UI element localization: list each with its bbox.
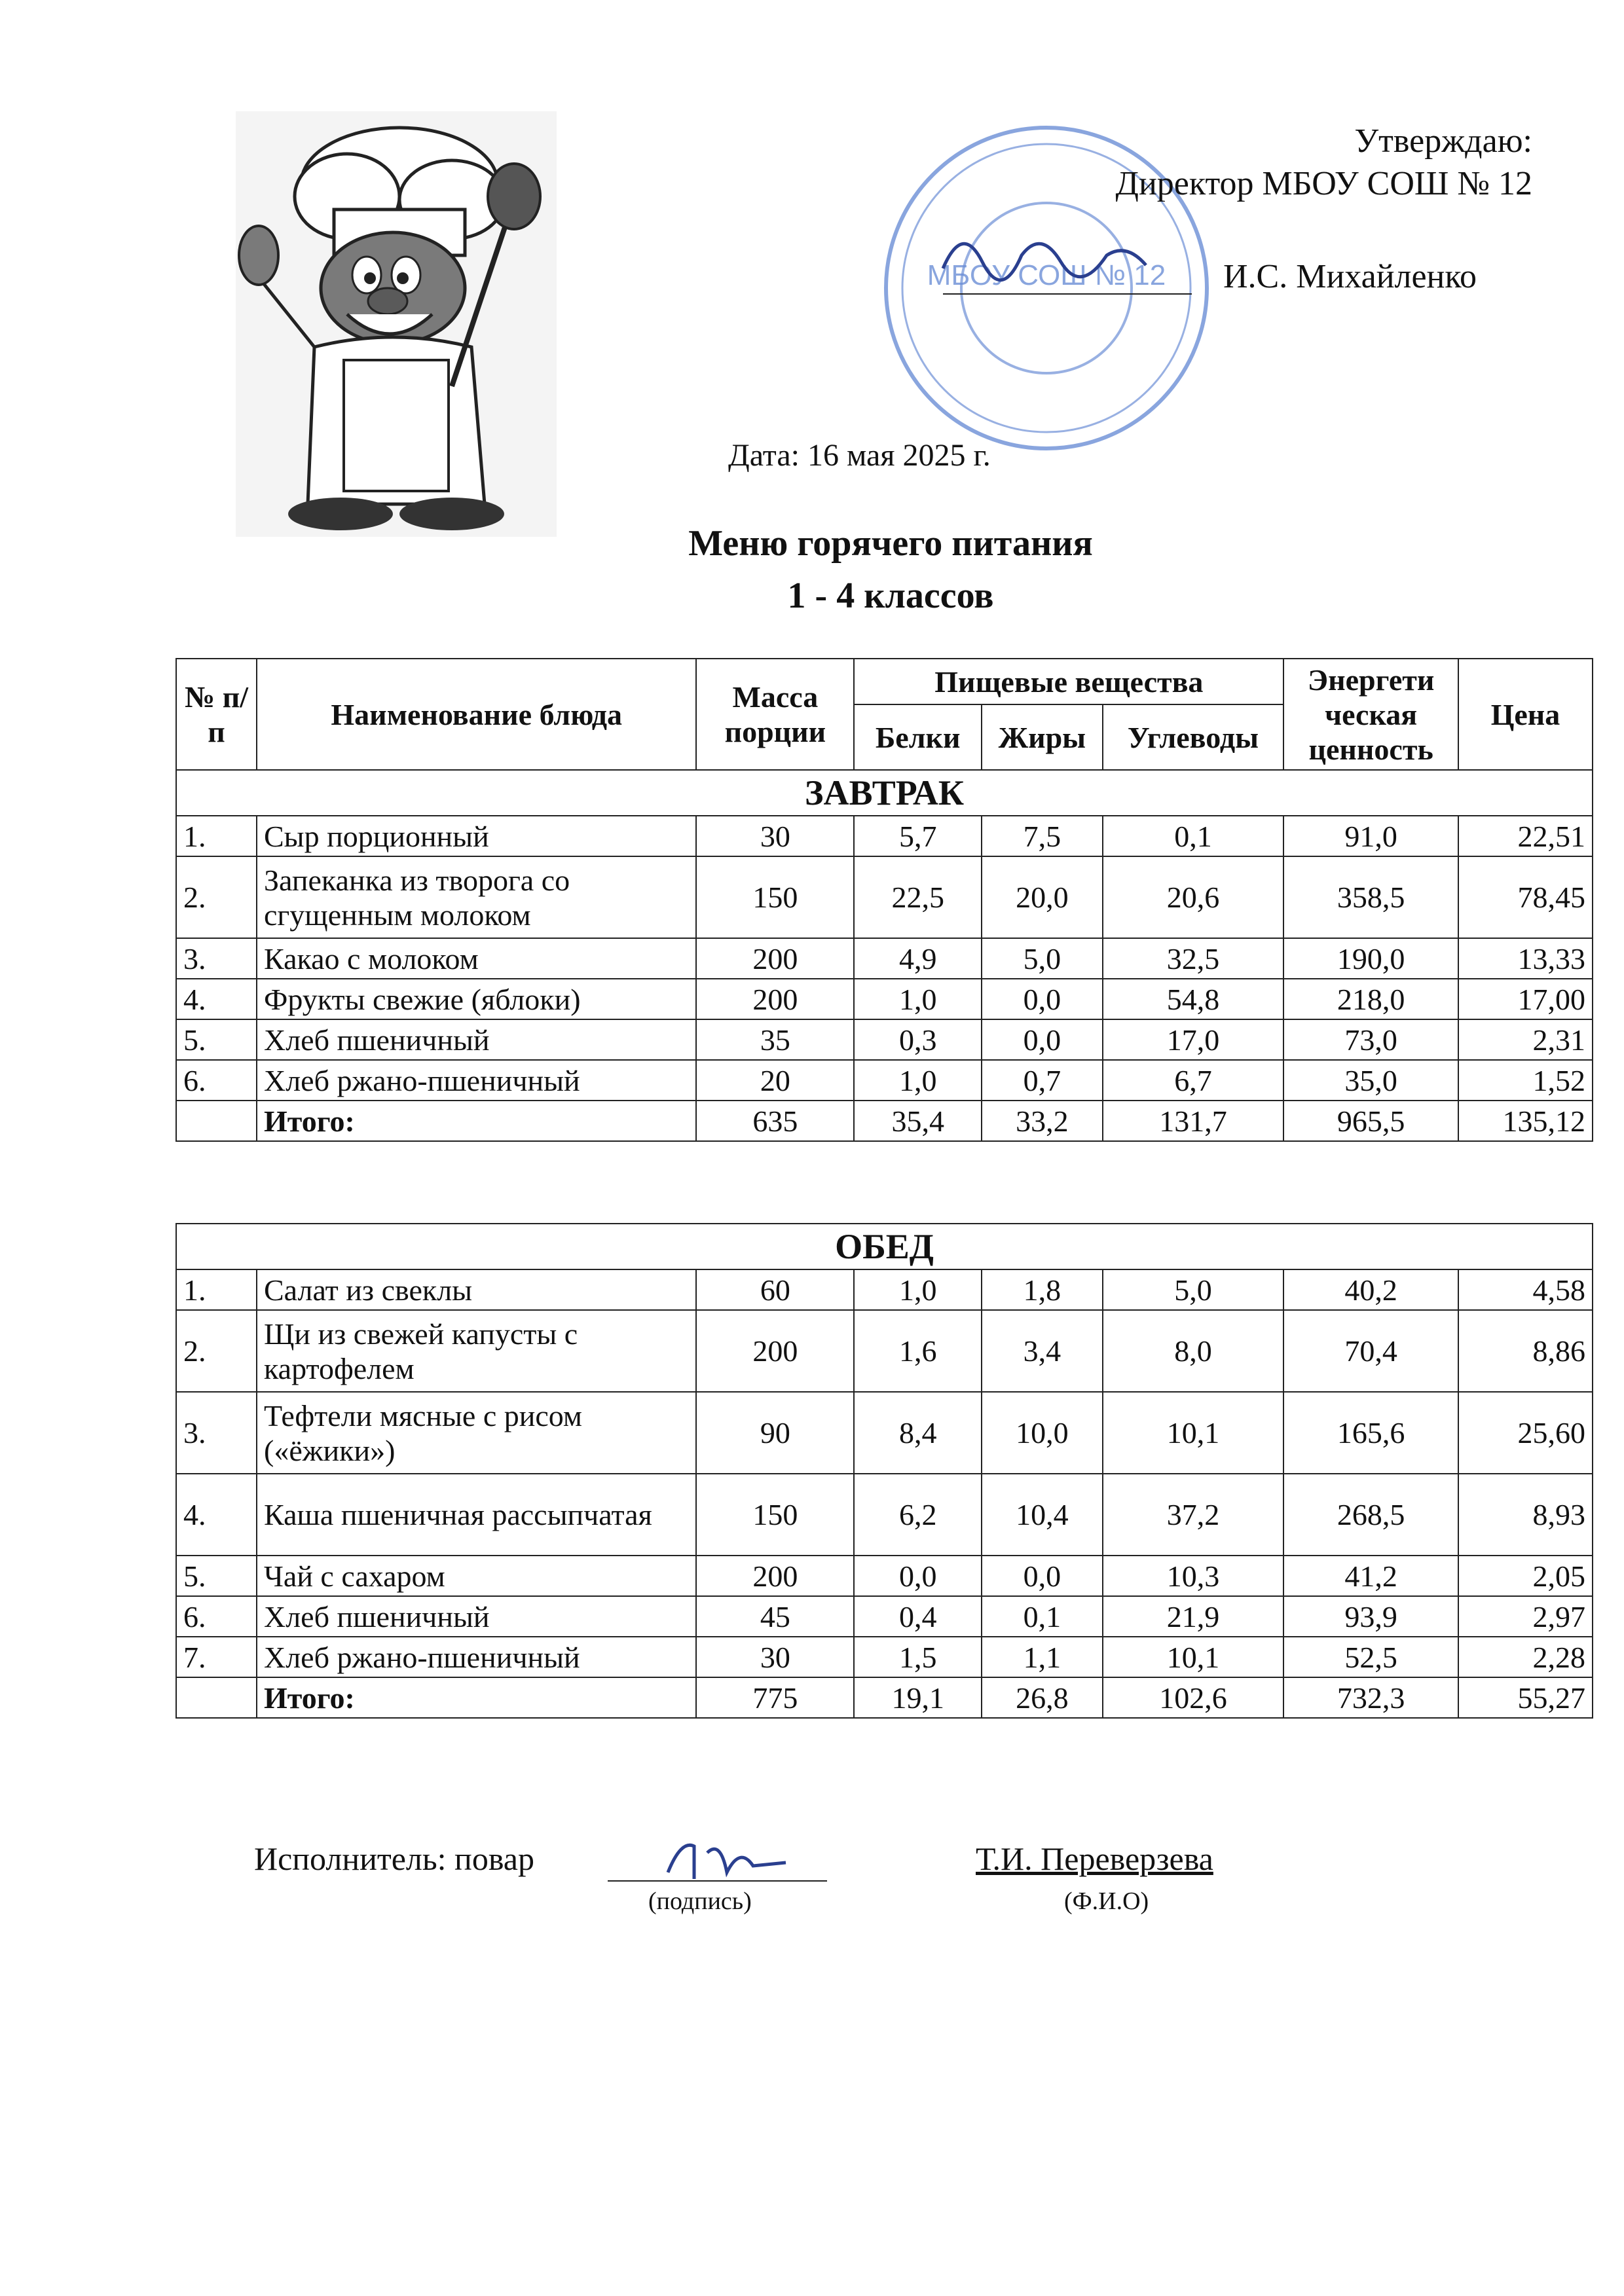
dish-energy: 358,5	[1283, 856, 1458, 938]
dish-mass: 30	[696, 816, 854, 856]
dish-fats: 0,7	[982, 1060, 1103, 1101]
total-energy: 732,3	[1283, 1677, 1458, 1718]
menu-title: Меню горячего питания	[688, 523, 1093, 564]
dish-energy: 268,5	[1283, 1474, 1458, 1556]
dish-price: 22,51	[1458, 816, 1593, 856]
dish-name: Хлеб ржано-пшеничный	[257, 1060, 696, 1101]
total-proteins: 35,4	[854, 1101, 982, 1141]
dish-carbs: 54,8	[1103, 979, 1284, 1019]
dish-carbs: 10,3	[1103, 1556, 1284, 1596]
dish-proteins: 0,3	[854, 1019, 982, 1060]
total-fats: 33,2	[982, 1101, 1103, 1141]
table-row	[176, 1392, 1593, 1474]
table-row	[176, 1060, 1593, 1101]
dish-proteins: 8,4	[854, 1392, 982, 1474]
signature-caption: (подпись)	[648, 1887, 752, 1915]
dish-energy: 35,0	[1283, 1060, 1458, 1101]
dish-mass: 20	[696, 1060, 854, 1101]
dish-mass: 200	[696, 938, 854, 979]
dish-fats: 0,0	[982, 979, 1103, 1019]
menu-date: Дата: 16 мая 2025 г.	[728, 438, 991, 473]
table-row	[176, 816, 1593, 856]
header-mass: Масса порции	[696, 659, 854, 770]
row-number: 6.	[176, 1596, 257, 1637]
stamp-text: МБОУ СОШ № 12	[927, 259, 1166, 291]
dish-mass: 200	[696, 1556, 854, 1596]
table-row	[176, 1556, 1593, 1596]
dish-name: Фрукты свежие (яблоки)	[257, 979, 696, 1019]
dish-proteins: 4,9	[854, 938, 982, 979]
row-number: 6.	[176, 1060, 257, 1101]
table-row	[176, 1269, 1593, 1310]
dish-price: 2,05	[1458, 1556, 1593, 1596]
dish-price: 13,33	[1458, 938, 1593, 979]
total-proteins: 19,1	[854, 1677, 982, 1718]
breakfast-table	[175, 658, 1593, 1142]
dish-energy: 52,5	[1283, 1637, 1458, 1677]
dish-carbs: 10,1	[1103, 1392, 1284, 1474]
director-signature	[936, 216, 1153, 295]
fio-caption: (Ф.И.О)	[1064, 1887, 1149, 1915]
dish-fats: 0,0	[982, 1019, 1103, 1060]
dish-energy: 218,0	[1283, 979, 1458, 1019]
dish-energy: 41,2	[1283, 1556, 1458, 1596]
dish-price: 2,28	[1458, 1637, 1593, 1677]
dish-name: Чай с сахаром	[257, 1556, 696, 1596]
dish-proteins: 6,2	[854, 1474, 982, 1556]
total-mass: 775	[696, 1677, 854, 1718]
header-carbs: Углеводы	[1103, 704, 1284, 770]
dish-fats: 0,0	[982, 1556, 1103, 1596]
dish-energy: 70,4	[1283, 1310, 1458, 1392]
dish-price: 17,00	[1458, 979, 1593, 1019]
dish-mass: 200	[696, 979, 854, 1019]
header-nutrients: Пищевые вещества	[854, 659, 1283, 704]
lunch-table	[175, 1223, 1593, 1719]
dish-carbs: 5,0	[1103, 1269, 1284, 1310]
approval-signature-line	[943, 293, 1192, 295]
table-row	[176, 1019, 1593, 1060]
dish-name: Сыр порционный	[257, 816, 696, 856]
dish-energy: 93,9	[1283, 1596, 1458, 1637]
lunch-total-row	[176, 1677, 1593, 1718]
dish-proteins: 1,5	[854, 1637, 982, 1677]
table-row	[176, 1637, 1593, 1677]
section-lunch: ОБЕД	[176, 1224, 1593, 1269]
dish-proteins: 1,0	[854, 1269, 982, 1310]
breakfast-rows	[176, 816, 1593, 1101]
dish-proteins: 5,7	[854, 816, 982, 856]
total-no	[176, 1677, 257, 1718]
table-row	[176, 856, 1593, 938]
executor-name: Т.И. Переверзева	[976, 1840, 1213, 1877]
dish-proteins: 1,0	[854, 979, 982, 1019]
dish-energy: 91,0	[1283, 816, 1458, 856]
dish-mass: 150	[696, 856, 854, 938]
row-number: 1.	[176, 1269, 257, 1310]
total-mass: 635	[696, 1101, 854, 1141]
dish-mass: 90	[696, 1392, 854, 1474]
executor-label: Исполнитель: повар	[254, 1840, 534, 1877]
dish-mass: 60	[696, 1269, 854, 1310]
dish-name: Хлеб пшеничный	[257, 1596, 696, 1637]
header-number: № п/п	[176, 659, 257, 770]
dish-carbs: 37,2	[1103, 1474, 1284, 1556]
table-row	[176, 1596, 1593, 1637]
dish-fats: 5,0	[982, 938, 1103, 979]
row-number: 2.	[176, 1310, 257, 1392]
dish-carbs: 6,7	[1103, 1060, 1284, 1101]
header-fats: Жиры	[982, 704, 1103, 770]
dish-energy: 40,2	[1283, 1269, 1458, 1310]
dish-name: Тефтели мясные с рисом («ёжики»)	[257, 1392, 696, 1474]
dish-energy: 73,0	[1283, 1019, 1458, 1060]
table-row	[176, 1310, 1593, 1392]
dish-energy: 190,0	[1283, 938, 1458, 979]
total-price: 135,12	[1458, 1101, 1593, 1141]
dish-price: 1,52	[1458, 1060, 1593, 1101]
dish-proteins: 1,0	[854, 1060, 982, 1101]
row-number: 5.	[176, 1556, 257, 1596]
row-number: 4.	[176, 1474, 257, 1556]
dish-price: 8,93	[1458, 1474, 1593, 1556]
dish-proteins: 0,4	[854, 1596, 982, 1637]
approval-name: И.С. Михайленко	[1223, 258, 1477, 295]
header-proteins: Белки	[854, 704, 982, 770]
dish-mass: 35	[696, 1019, 854, 1060]
dish-name: Какао с молоком	[257, 938, 696, 979]
dish-mass: 150	[696, 1474, 854, 1556]
table-row	[176, 1474, 1593, 1556]
menu-subtitle: 1 - 4 классов	[787, 575, 994, 616]
row-number: 3.	[176, 1392, 257, 1474]
dish-proteins: 22,5	[854, 856, 982, 938]
row-number: 4.	[176, 979, 257, 1019]
dish-price: 8,86	[1458, 1310, 1593, 1392]
row-number: 7.	[176, 1637, 257, 1677]
dish-name: Салат из свеклы	[257, 1269, 696, 1310]
total-price: 55,27	[1458, 1677, 1593, 1718]
dish-mass: 45	[696, 1596, 854, 1637]
dish-price: 25,60	[1458, 1392, 1593, 1474]
header-dish: Наименование блюда	[257, 659, 696, 770]
dish-fats: 1,8	[982, 1269, 1103, 1310]
approval-title: Утверждаю:	[1354, 122, 1532, 160]
executor-signature	[655, 1827, 812, 1892]
lunch-rows	[176, 1269, 1593, 1677]
total-label: Итого:	[257, 1677, 696, 1718]
dish-name: Хлеб ржано-пшеничный	[257, 1637, 696, 1677]
section-breakfast: ЗАВТРАК	[176, 770, 1593, 816]
table-row	[176, 938, 1593, 979]
dish-energy: 165,6	[1283, 1392, 1458, 1474]
dish-fats: 1,1	[982, 1637, 1103, 1677]
dish-carbs: 10,1	[1103, 1637, 1284, 1677]
total-fats: 26,8	[982, 1677, 1103, 1718]
chef-illustration	[236, 111, 557, 537]
row-number: 1.	[176, 816, 257, 856]
dish-fats: 10,0	[982, 1392, 1103, 1474]
approval-role: Директор МБОУ СОШ № 12	[1115, 165, 1532, 202]
dish-price: 2,97	[1458, 1596, 1593, 1637]
dish-name: Хлеб пшеничный	[257, 1019, 696, 1060]
breakfast-total-row	[176, 1101, 1593, 1141]
dish-carbs: 21,9	[1103, 1596, 1284, 1637]
total-carbs: 102,6	[1103, 1677, 1284, 1718]
dish-price: 2,31	[1458, 1019, 1593, 1060]
total-no	[176, 1101, 257, 1141]
row-number: 5.	[176, 1019, 257, 1060]
dish-carbs: 0,1	[1103, 816, 1284, 856]
dish-carbs: 17,0	[1103, 1019, 1284, 1060]
total-label: Итого:	[257, 1101, 696, 1141]
header-price: Цена	[1458, 659, 1593, 770]
dish-carbs: 20,6	[1103, 856, 1284, 938]
header-energy: Энергети ческая ценность	[1283, 659, 1458, 770]
dish-price: 78,45	[1458, 856, 1593, 938]
dish-proteins: 1,6	[854, 1310, 982, 1392]
dish-price: 4,58	[1458, 1269, 1593, 1310]
table-row	[176, 979, 1593, 1019]
dish-fats: 7,5	[982, 816, 1103, 856]
dish-fats: 3,4	[982, 1310, 1103, 1392]
total-energy: 965,5	[1283, 1101, 1458, 1141]
row-number: 2.	[176, 856, 257, 938]
dish-name: Запеканка из творога со сгущенным молоком	[257, 856, 696, 938]
executor-signature-line	[608, 1880, 827, 1882]
dish-fats: 0,1	[982, 1596, 1103, 1637]
dish-carbs: 8,0	[1103, 1310, 1284, 1392]
dish-name: Щи из свежей капусты с картофелем	[257, 1310, 696, 1392]
dish-mass: 30	[696, 1637, 854, 1677]
dish-fats: 10,4	[982, 1474, 1103, 1556]
row-number: 3.	[176, 938, 257, 979]
dish-name: Каша пшеничная рассыпчатая	[257, 1474, 696, 1556]
dish-mass: 200	[696, 1310, 854, 1392]
dish-fats: 20,0	[982, 856, 1103, 938]
dish-proteins: 0,0	[854, 1556, 982, 1596]
total-carbs: 131,7	[1103, 1101, 1284, 1141]
dish-carbs: 32,5	[1103, 938, 1284, 979]
